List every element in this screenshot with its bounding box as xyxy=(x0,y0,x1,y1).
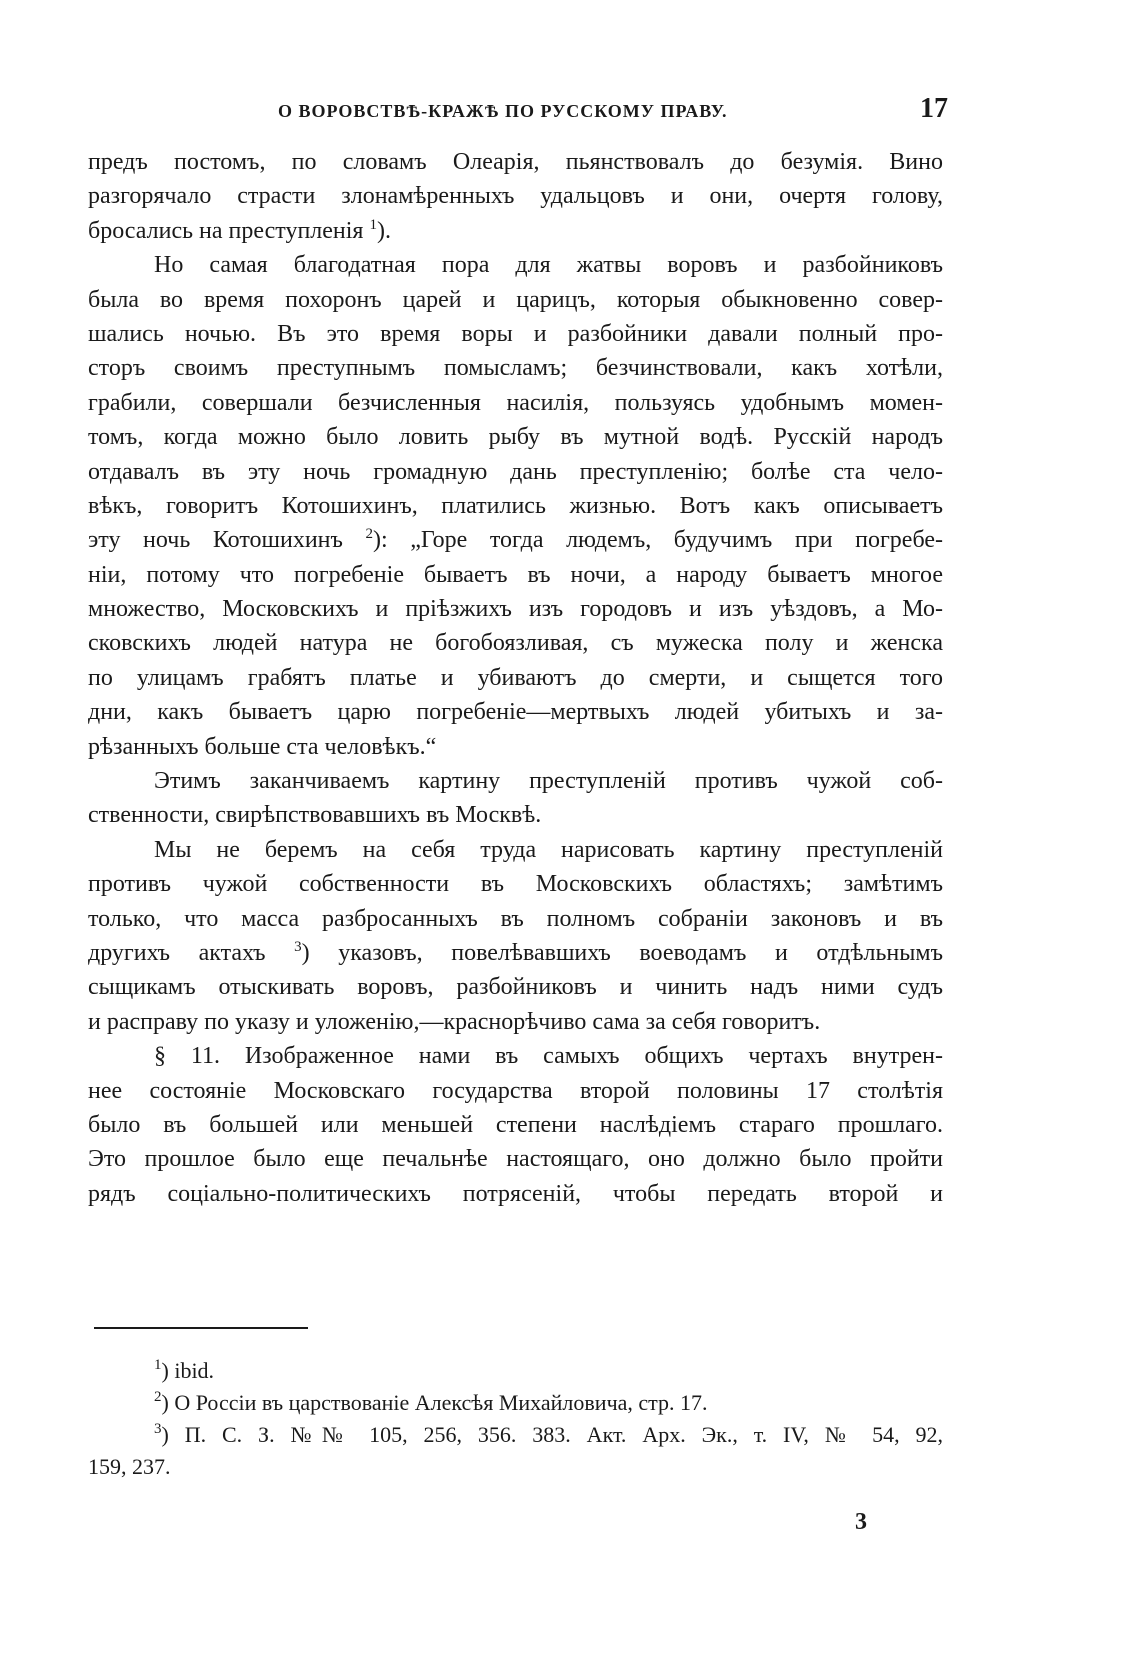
line-text: другихъ актахъ xyxy=(88,939,295,966)
line-text: Этимъ заканчиваемъ картину преступленій противъ чужой соб- xyxy=(154,768,943,795)
text-line xyxy=(88,936,943,970)
footnote-line xyxy=(88,1355,943,1387)
page-header xyxy=(88,93,948,133)
line-text: разгорячало страсти злонамѣренныхъ удальцовъ и они, очертя голову, xyxy=(88,183,943,210)
running-title: О ВОРОВСТВѢ-КРАЖѢ ПО РУССКОМУ ПРАВУ. xyxy=(278,101,728,121)
text-line xyxy=(88,867,943,901)
footnote-separator xyxy=(94,1327,308,1329)
line-text: Мы не беремъ на себя труда нарисовать картину преступленій xyxy=(154,836,943,863)
footnote-ref[interactable]: 2 xyxy=(365,526,373,543)
line-text: по улицамъ грабятъ платье и убиваютъ до смерти, и сыщется того xyxy=(88,664,943,691)
text-line xyxy=(88,764,943,798)
line-text: томъ, когда можно было ловить рыбу въ мутной водѣ. Русскій народъ xyxy=(88,424,943,451)
line-text: Это прошлое было еще печальнѣе настоящаго, оно должно было пройти xyxy=(88,1146,943,1173)
text-line xyxy=(88,523,943,557)
line-text-after: ): „Горе тогда людемъ, будучимъ при погребе- xyxy=(372,527,943,554)
text-line xyxy=(88,1142,943,1176)
line-text: шались ночью. Въ это время воры и разбойники давали полный про- xyxy=(88,320,943,347)
text-line xyxy=(88,1039,943,1073)
text-line xyxy=(88,626,943,660)
line-text: предъ постомъ, по словамъ Олеарія, пьянствовалъ до безумія. Вино xyxy=(88,149,943,175)
text-line xyxy=(88,386,943,420)
text-line xyxy=(88,489,943,523)
text-line xyxy=(88,351,943,385)
line-text: и расправу по указу и уложенію,—краснорѣчиво сама за себя говоритъ. xyxy=(88,1008,821,1035)
footnote-marker: 3 xyxy=(154,1421,162,1437)
line-text: Но самая благодатная пора для жатвы воровъ и разбойниковъ xyxy=(154,252,943,279)
line-text: вѣкъ, говоритъ Котошихинъ, платились жизнью. Вотъ какъ описываетъ xyxy=(88,492,943,519)
text-line xyxy=(88,730,943,764)
line-text: отдавалъ въ эту ночь громадную дань преступленію; болѣе ста чело- xyxy=(88,458,943,485)
text-line xyxy=(88,1177,943,1211)
line-text: ніи, потому что погребеніе бываетъ въ ночи, а народу бываетъ многое xyxy=(88,561,943,588)
line-text: противъ чужой собственности въ Московскихъ областяхъ; замѣтимъ xyxy=(88,871,943,898)
text-line xyxy=(88,833,943,867)
text-line xyxy=(88,970,943,1004)
line-text: грабили, совершали безчисленныя насилія, пользуясь удобнымъ момен- xyxy=(88,389,943,416)
footnote-line xyxy=(88,1387,943,1419)
footnote-line xyxy=(88,1419,943,1451)
line-text: дни, какъ бываетъ царю погребеніе—мертвыхъ людей убитыхъ и за- xyxy=(88,699,943,726)
footnote-line xyxy=(88,1451,943,1483)
body-text xyxy=(88,145,943,1211)
line-text-after: ). xyxy=(376,217,391,244)
text-line xyxy=(88,317,943,351)
text-line xyxy=(88,695,943,729)
line-text: рѣзанныхъ больше ста человѣкъ.“ xyxy=(88,733,437,760)
text-line xyxy=(88,1108,943,1142)
footnotes xyxy=(88,1355,943,1483)
footnote-text: 159, 237. xyxy=(88,1454,171,1479)
line-text: было въ большей или меньшей степени наслѣдіемъ стараго прошлаго. xyxy=(88,1111,943,1138)
line-text: была во время похоронъ царей и царицъ, которыя обыкновенно совер- xyxy=(88,286,943,313)
text-line xyxy=(88,248,943,282)
line-text-after: ) указовъ, повелѣвавшихъ воеводамъ и отдѣльнымъ xyxy=(301,939,943,966)
text-line xyxy=(88,145,943,179)
line-text: сыщикамъ отыскивать воровъ, разбойниковъ и чинить надъ ними судъ xyxy=(88,974,943,1001)
text-line xyxy=(88,902,943,936)
line-text: ственности, свирѣпствовавшихъ въ Москвѣ. xyxy=(88,802,542,829)
footnote-text: ) П. С. З. №№ 105, 256, 356. 383. Акт. Арх. Эк., т. IV, № 54, 92, xyxy=(161,1422,943,1447)
line-text: эту ночь Котошихинъ xyxy=(88,527,366,554)
text-line xyxy=(88,214,943,248)
text-line xyxy=(88,179,943,213)
page-number: 17 xyxy=(920,93,948,124)
text-line xyxy=(88,592,943,626)
line-text: сторъ своимъ преступнымъ помысламъ; безчинствовали, какъ хотѣли, xyxy=(88,355,943,382)
footnote-text: ) О Россіи въ царствованіе Алексѣя Михайловича, стр. 17. xyxy=(161,1390,708,1415)
signature-mark: 3 xyxy=(855,1509,867,1535)
line-text: § 11. Изображенное нами въ самыхъ общихъ чертахъ внутрен- xyxy=(154,1043,943,1070)
line-text: только, что масса разбросанныхъ въ полномъ собраніи законовъ и въ xyxy=(88,905,943,932)
text-line xyxy=(88,558,943,592)
footnote-text: ) ibid. xyxy=(161,1358,215,1383)
text-line xyxy=(88,455,943,489)
footnote-marker: 1 xyxy=(154,1357,162,1373)
text-line xyxy=(88,798,943,832)
text-line xyxy=(88,661,943,695)
text-line xyxy=(88,420,943,454)
line-text: сковскихъ людей натура не богобоязливая, съ мужеска полу и женска xyxy=(88,630,943,657)
text-line xyxy=(88,1005,943,1039)
line-text: рядъ соціально-политическихъ потрясеній, чтобы передать второй и xyxy=(88,1180,943,1207)
text-line xyxy=(88,1074,943,1108)
line-text: множество, Московскихъ и пріѣзжихъ изъ городовъ и изъ уѣздовъ, а Мо- xyxy=(88,596,943,623)
line-text: нее состояніе Московскаго государства второй половины 17 столѣтія xyxy=(88,1077,943,1104)
footnote-ref[interactable]: 1 xyxy=(369,216,377,233)
footnote-ref[interactable]: 3 xyxy=(294,938,302,955)
footnote-marker: 2 xyxy=(154,1389,162,1405)
text-line xyxy=(88,283,943,317)
line-text: бросались на преступленія xyxy=(88,217,370,244)
